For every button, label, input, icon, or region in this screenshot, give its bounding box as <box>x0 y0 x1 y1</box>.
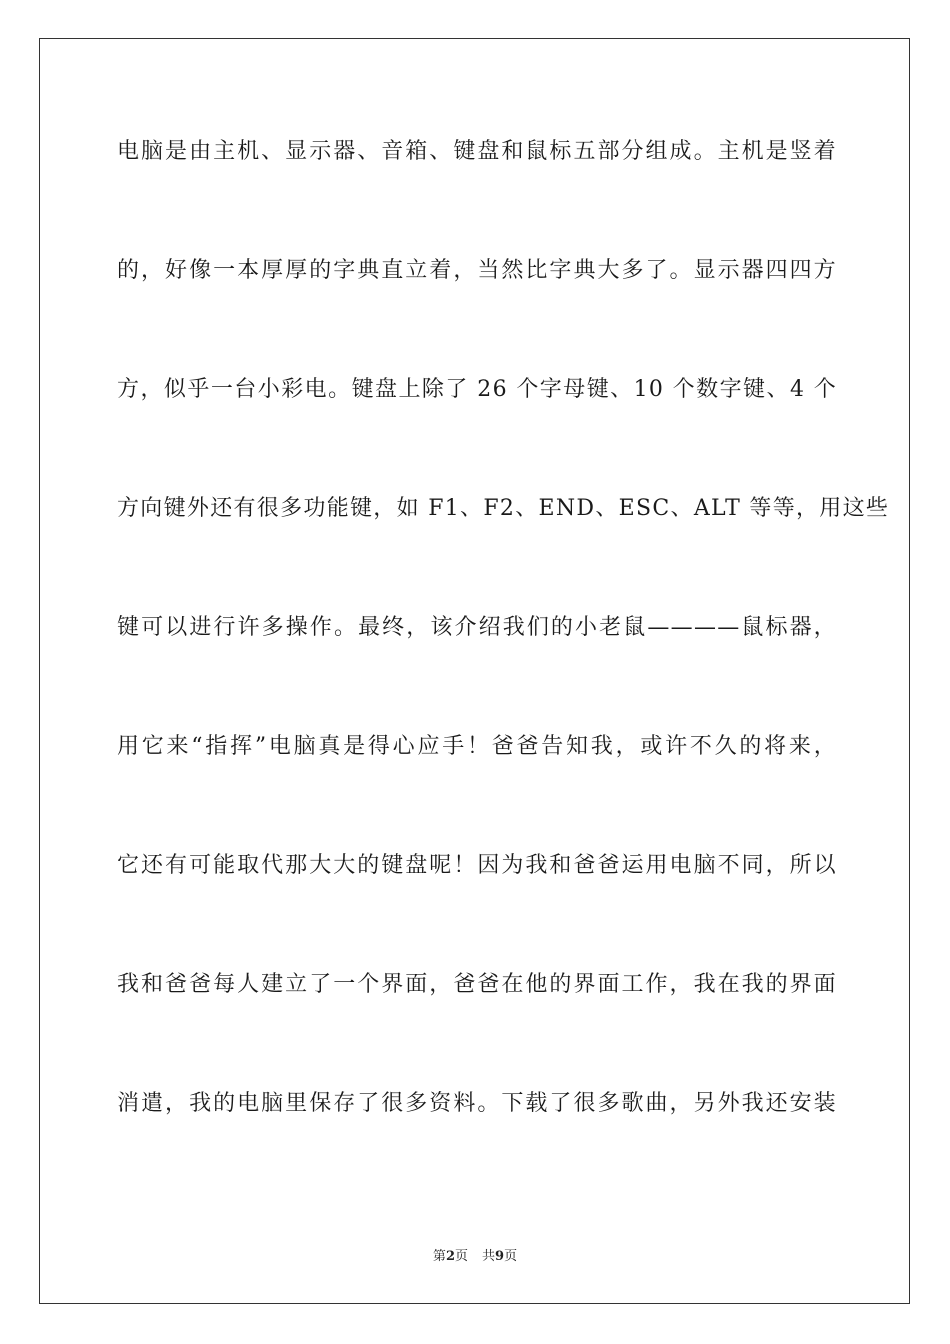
total-pages: 9 <box>495 1249 505 1264</box>
text-line-7: 它还有可能取代那大大的键盘呢！因为我和爸爸运用电脑不同，所以 <box>117 853 837 878</box>
page-number-suffix: 页 <box>454 1249 468 1264</box>
text-line-4: 方向键外还有很多功能键，如 F1、F2、END、ESC、ALT 等等，用这些 <box>117 496 890 521</box>
text-line-5: 键可以进行许多操作。最终，该介绍我们的小老鼠————鼠标器， <box>117 615 837 640</box>
total-pages-suffix: 页 <box>504 1249 518 1264</box>
page-footer <box>0 1245 950 1264</box>
text-line-2: 的，好像一本厚厚的字典直立着，当然比字典大多了。显示器四四方 <box>117 258 837 283</box>
text-line-9: 消遣，我的电脑里保存了很多资料。下载了很多歌曲，另外我还安装 <box>117 1091 837 1116</box>
total-pages-prefix: 共 <box>482 1249 496 1264</box>
text-line-1: 电脑是由主机、显示器、音箱、键盘和鼠标五部分组成。主机是竖着 <box>117 139 837 164</box>
page-number-prefix: 第 <box>432 1249 446 1264</box>
text-line-3: 方，似乎一台小彩电。键盘上除了 26 个字母键、10 个数字键、4 个 <box>117 377 837 402</box>
document-body <box>117 127 890 1198</box>
text-line-8: 我和爸爸每人建立了一个界面，爸爸在他的界面工作，我在我的界面 <box>117 972 837 997</box>
page-number: 2 <box>445 1249 455 1264</box>
text-line-6: 用它来“指挥”电脑真是得心应手！爸爸告知我，或许不久的将来， <box>117 734 837 759</box>
